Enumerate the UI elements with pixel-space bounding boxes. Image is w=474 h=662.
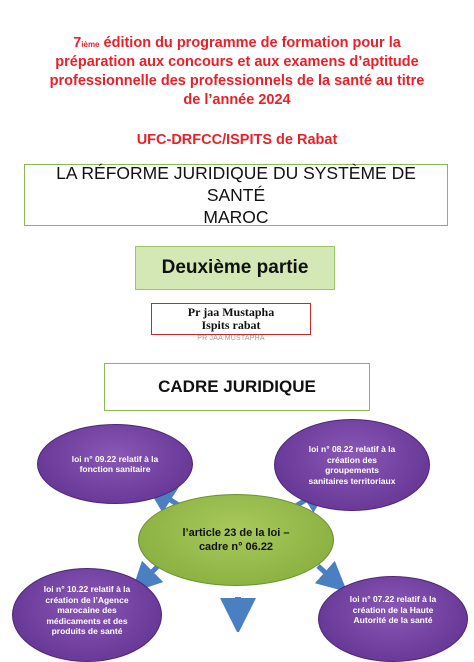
center-node-article-23: l’article 23 de la loi – cadre n° 06.22 (138, 494, 334, 586)
header-line-1: édition du programme de formation pour la (99, 35, 401, 51)
institution-name: UFC-DRFCC/ISPITS de Rabat (136, 132, 338, 148)
author-name: Pr jaa Mustapha (187, 305, 275, 319)
section-title: CADRE JURIDIQUE (104, 363, 370, 411)
arrow-to-bottom-right (318, 566, 336, 582)
header-line-4: de l’année 2024 (183, 92, 291, 108)
author-affiliation: Ispits rabat (201, 318, 261, 332)
node-loi-08-22: loi n° 08.22 relatif à la création des groupements sanitaires territoriaux (274, 419, 430, 511)
node-loi-07-22: loi n° 07.22 relatif à la création de la Haute Autorité de la santé (318, 576, 468, 662)
title-line-2: MAROC (203, 207, 269, 227)
title-line-1: LA RÉFORME JURIDIQUE DU SYSTÈME DE SANTÉ (56, 163, 416, 205)
node-loi-09-22: loi n° 09.22 relatif à la fonction sanitaire (37, 424, 193, 504)
node-loi-10-22: loi n° 10.22 relatif à la création de l’Agence marocaine des médicaments et des produits de santé (12, 568, 162, 662)
header-line-3: professionnelle des professionnels de la santé au titre (49, 73, 425, 89)
edition-suffix: ième (81, 40, 100, 49)
part-label: Deuxième partie (135, 246, 335, 290)
edition-number: 7 (73, 35, 82, 51)
author-watermark: PR JAA MUSTAPHA (197, 335, 265, 342)
arrow-to-bottom-left (142, 566, 158, 582)
header-line-2: préparation aux concours et aux examens d’aptitude (55, 54, 419, 70)
